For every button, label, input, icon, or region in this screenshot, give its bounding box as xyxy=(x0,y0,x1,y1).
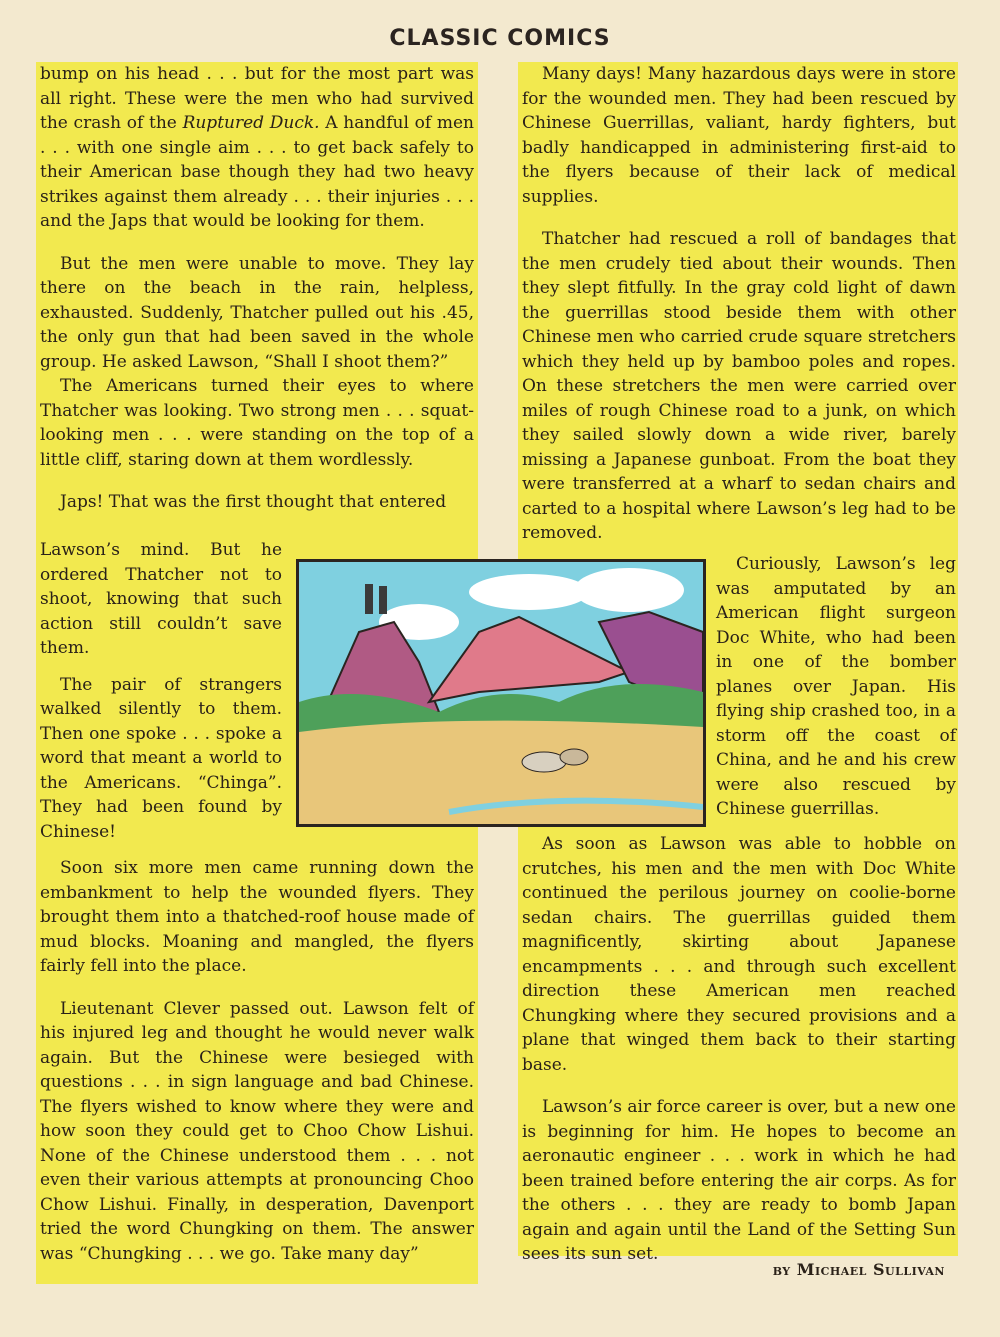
text-span: bump on his head . . . but for the most part was all right. These were the men who had survived the crash of the xyxy=(40,64,474,133)
byline: by Michael Sullivan xyxy=(772,1260,945,1279)
right-paragraph-2: Thatcher had rescued a roll of bandages that the men crudely tied about their wounds. Then they slept fitfully. In the gray cold light of dawn the guerrillas stood beside them with other Chinese men who carried crude square stretchers which they held up by bamboo poles and ropes. On these stretchers the men were carried over miles of rough Chinese road to a junk, on which they sailed slowly down a wide river, barely missing a Japanese gunboat. From the boat they were transferred at a wharf to sedan chairs and carted to a hospital where Lawson’s leg had to be removed. xyxy=(522,229,956,543)
cloud xyxy=(469,574,589,610)
left-paragraph-3: The Americans turned their eyes to where Thatcher was looking. Two strong men . . . squat-looking men . . . were standing on the top of a little cliff, staring down at them wordlessly. xyxy=(40,376,474,470)
figure-on-cliff xyxy=(379,586,387,614)
left-column xyxy=(40,62,474,515)
beach-scene-illustration xyxy=(299,562,703,824)
right-wrap-text xyxy=(716,552,956,822)
right-paragraph-3: Curiously, Lawson’s leg was amputated by an American flight surgeon Doc White, who had been in one of the bomber planes over Japan. His flying ship crashed too, in a storm off the coast of China, and he and his crew were also rescued by Chinese guerrillas. xyxy=(716,554,956,819)
right-paragraph-1: Many days! Many hazardous days were in store for the wounded men. They had been rescued by Chinese Guerrillas, valiant, hardy fighters, but badly handicapped in administering first-aid to the flyers because of their lack of medical supplies. xyxy=(522,64,956,207)
illustration-panel xyxy=(296,559,706,827)
left-paragraph-7: Lieutenant Clever passed out. Lawson felt of his injured leg and thought he would never walk again. But the Chinese were besieged with questions . . . in sign language and bad Chinese. The flyers wished to know where they were and how soon they could get to Choo Chow Lishui. None of the Chinese understood them . . . not even their various attempts at pronouncing Choo Chow Lishui. Finally, in desperation, Davenport tried the word Chungking on them. The answer was “Chungking . . . we go. Take many day” xyxy=(40,998,474,1264)
wounded-flyers xyxy=(560,749,588,765)
right-paragraph-5: Lawson’s air force career is over, but a new one is beginning for him. He hopes to become an aeronautic engineer . . . work in which he had been trained before entering the air corps. As for the others . . . they are ready to bomb Japan again and again until the Land of the Setting Sun sees its sun set. xyxy=(522,1097,956,1264)
figure-on-cliff xyxy=(365,584,373,614)
page-title: CLASSIC COMICS xyxy=(389,26,611,51)
wounded-flyers xyxy=(522,752,566,772)
beach xyxy=(299,721,703,824)
text-span: A handful of men . . . with one single aim . . . to get back safely to their American base though they had two heavy strikes against them already . . . their injuries . . . and the Japs that would be looking for them. xyxy=(40,113,474,231)
left-paragraph-4-wrap: Lawson’s mind. But he ordered Thatcher not to shoot, knowing that such action still couldn’t save them. xyxy=(40,540,282,658)
left-paragraph-4-lead: Japs! That was the first thought that entered xyxy=(60,492,447,512)
left-paragraph-1 xyxy=(40,62,474,234)
left-wrap-text xyxy=(40,538,282,844)
right-column-lower xyxy=(522,832,956,1285)
left-paragraph-6: Soon six more men came running down the embankment to help the wounded flyers. They brought them into a thatched-roof house made of mud blocks. Moaning and mangled, the flyers fairly fell into the place. xyxy=(40,858,474,976)
left-column-lower xyxy=(40,856,474,1284)
italic-title: Ruptured Duck. xyxy=(182,113,320,133)
right-paragraph-4: As soon as Lawson was able to hobble on crutches, his men and the men with Doc White continued the perilous journey on coolie-borne sedan chairs. The guerrillas guided them magnificently, skirting about Japanese encampments . . . and through such excellent direction these American men reached Chungking where they secured provisions and a plane that winged them back to their starting base. xyxy=(522,834,956,1075)
left-paragraph-2: But the men were unable to move. They lay there on the beach in the rain, helpless, exhausted. Suddenly, Thatcher pulled out his .45, the only gun that had been saved in the whole group. He asked Lawson, “Shall I shoot them?” xyxy=(40,253,474,372)
cloud xyxy=(574,568,684,612)
right-column xyxy=(522,62,956,564)
left-paragraph-5: The pair of strangers walked silently to them. Then one spoke . . . spoke a word that meant a world to the Americans. “Chinga”. They had been found by Chinese! xyxy=(40,674,282,842)
